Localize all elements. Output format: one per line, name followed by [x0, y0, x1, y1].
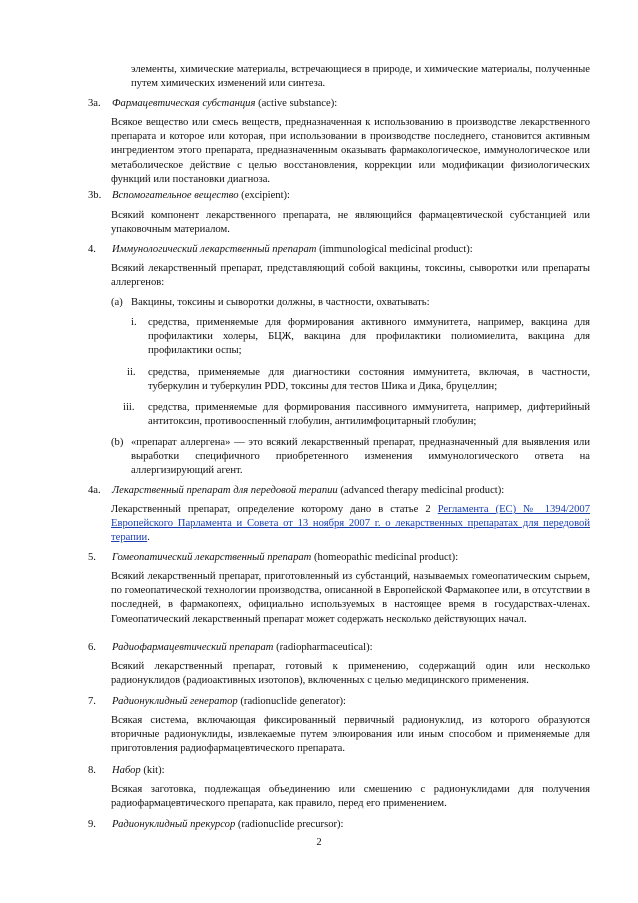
intro-continuation: элементы, химические материалы, встречающиеся в природе, и химические материалы, полученные путем химических изменений или синтеза. — [131, 64, 590, 90]
item-3a-heading — [88, 97, 337, 111]
item-8-text: Всякая заготовка, подлежащая объединению или смешению с радионуклидами для получения радиофармацевтического препарата, как правило, перед его применением. — [111, 784, 590, 810]
item-number: 7. — [88, 696, 96, 707]
item-number: 3b. — [88, 190, 102, 201]
item-5-heading — [88, 551, 458, 565]
subitem-b-text: «препарат аллергена» — это всякий лекарственный препарат, предназначенный для выявления или выработки специфичного приобретенного изменения иммунологического ответа на аллергизирующий агент. — [131, 437, 590, 477]
item-term: Вспомогательное вещество — [112, 190, 239, 201]
subsubitem-i-text: средства, применяемые для формирования активного иммунитета, например, вакцина для профилактики холеры, БЦЖ, вакцина для профилактики полиомиелита, вакцина для профилактики оспы; — [148, 317, 590, 357]
item-english: (radionuclide generator): — [240, 696, 346, 707]
item-9-heading — [88, 818, 344, 832]
item-term: Фармацевтическая субстанция — [112, 98, 256, 109]
regulation-link[interactable]: Регламента (ЕС) № 1394/2007 Европейского Парламента и Совета от 13 ноября 2007 г. о лекарственных препаратах для передовой терапии — [111, 504, 591, 544]
item-term: Гомеопатический лекарственный препарат — [112, 552, 312, 563]
item-4-heading — [88, 243, 473, 257]
item-7-heading — [88, 695, 346, 709]
item-english: (immunological medicinal product): — [319, 244, 473, 255]
item-term: Радиофармацевтический препарат — [112, 642, 274, 653]
subitem-b-label: (b) — [111, 437, 124, 448]
subsubitem-iii-label: iii. — [123, 402, 135, 413]
item-4-text: Всякий лекарственный препарат, представляющий собой вакцины, токсины, сыворотки или препараты аллергенов: — [111, 263, 590, 289]
item-term: Набор — [112, 765, 141, 776]
item-number: 4a. — [88, 485, 101, 496]
item-5-text: Всякий лекарственный препарат, приготовленный из субстанций, называемых гомеопатическим сырьем, по гомеопатической технологии производства, описанной в Европейской Фармакопее или, в отсутствии в последней, в фармакопеях, официально используемых в настоящее время в государствах-членах. Гомеопатический лекарственный препарат может содержать несколько действующих начал. — [111, 571, 590, 625]
item-8-heading — [88, 764, 165, 778]
item-6-text: Всякий лекарственный препарат, готовый к применению, содержащий один или несколько радионуклидов (радиоактивных изотопов), включенных с целью медицинского применения. — [111, 661, 590, 687]
item-4a-text-before: Лекарственный препарат, определение которому дано в статье 2 — [111, 504, 431, 515]
item-english: (radionuclide precursor): — [237, 819, 344, 830]
item-number: 9. — [88, 819, 96, 830]
item-3b-heading — [88, 189, 290, 203]
item-6-heading — [88, 641, 373, 655]
item-english: (advanced therapy medicinal product): — [340, 485, 505, 496]
item-term: Радионуклидный прекурсор — [112, 819, 236, 830]
subsubitem-ii-text: средства, применяемые для диагностики состояния иммунитета, включая, в частности, туберкулин и туберкулин PDD, токсины для тестов Шика и Дика, бруцеллин; — [148, 367, 590, 393]
item-4a-text-after: . — [147, 532, 150, 544]
item-7-text: Всякая система, включающая фиксированный первичный радионуклид, из которого образуются вторичные радионуклиды, извлекаемые путем элюирования или иным способом и применяемые для приготовления радиофармацевтического препарата. — [111, 715, 590, 755]
item-english: (radiopharmaceutical): — [276, 642, 373, 653]
item-term: Лекарственный препарат для передовой терапии — [112, 485, 338, 496]
item-term: Иммунологический лекарственный препарат — [112, 244, 317, 255]
item-number: 6. — [88, 642, 96, 653]
page-number: 2 — [316, 837, 322, 848]
subsubitem-i-label: i. — [131, 317, 137, 328]
item-number: 3a. — [88, 98, 101, 109]
subsubitem-ii-label: ii. — [127, 367, 136, 378]
subitem-a-label: (a) — [111, 297, 123, 308]
item-english: (homeopathic medicinal product): — [314, 552, 459, 563]
subsubitem-iii-text: средства, применяемые для формирования пассивного иммунитета, например, дифтерийный антитоксин, противооспенный глобулин, антилимфоцитарный глобулин; — [148, 402, 590, 428]
item-4a-heading — [88, 484, 504, 498]
item-3a-text: Всякое вещество или смесь веществ, предназначенная к использованию в производстве лекарственного препарата и которое или которая, при использовании в производстве последнего, становится активным ингредиентом этого препарата, предназначенным оказывать фармакологическое, иммунологическое или метаболическое действие с целью восстановления, коррекции или модификации физиологических функций или постановки диагноза. — [111, 117, 590, 185]
item-english: (kit): — [143, 765, 165, 776]
subitem-a-text: Вакцины, токсины и сыворотки должны, в частности, охватывать: — [131, 297, 430, 308]
item-4a-text — [111, 503, 590, 546]
item-english: (excipient): — [241, 190, 290, 201]
item-3b-text: Всякий компонент лекарственного препарата, не являющийся фармацевтической субстанцией или упаковочным материалом. — [111, 210, 590, 236]
item-english: (active substance): — [258, 98, 338, 109]
item-number: 5. — [88, 552, 96, 563]
item-number: 8. — [88, 765, 96, 776]
item-number: 4. — [88, 244, 96, 255]
item-term: Радионуклидный генератор — [112, 696, 238, 707]
